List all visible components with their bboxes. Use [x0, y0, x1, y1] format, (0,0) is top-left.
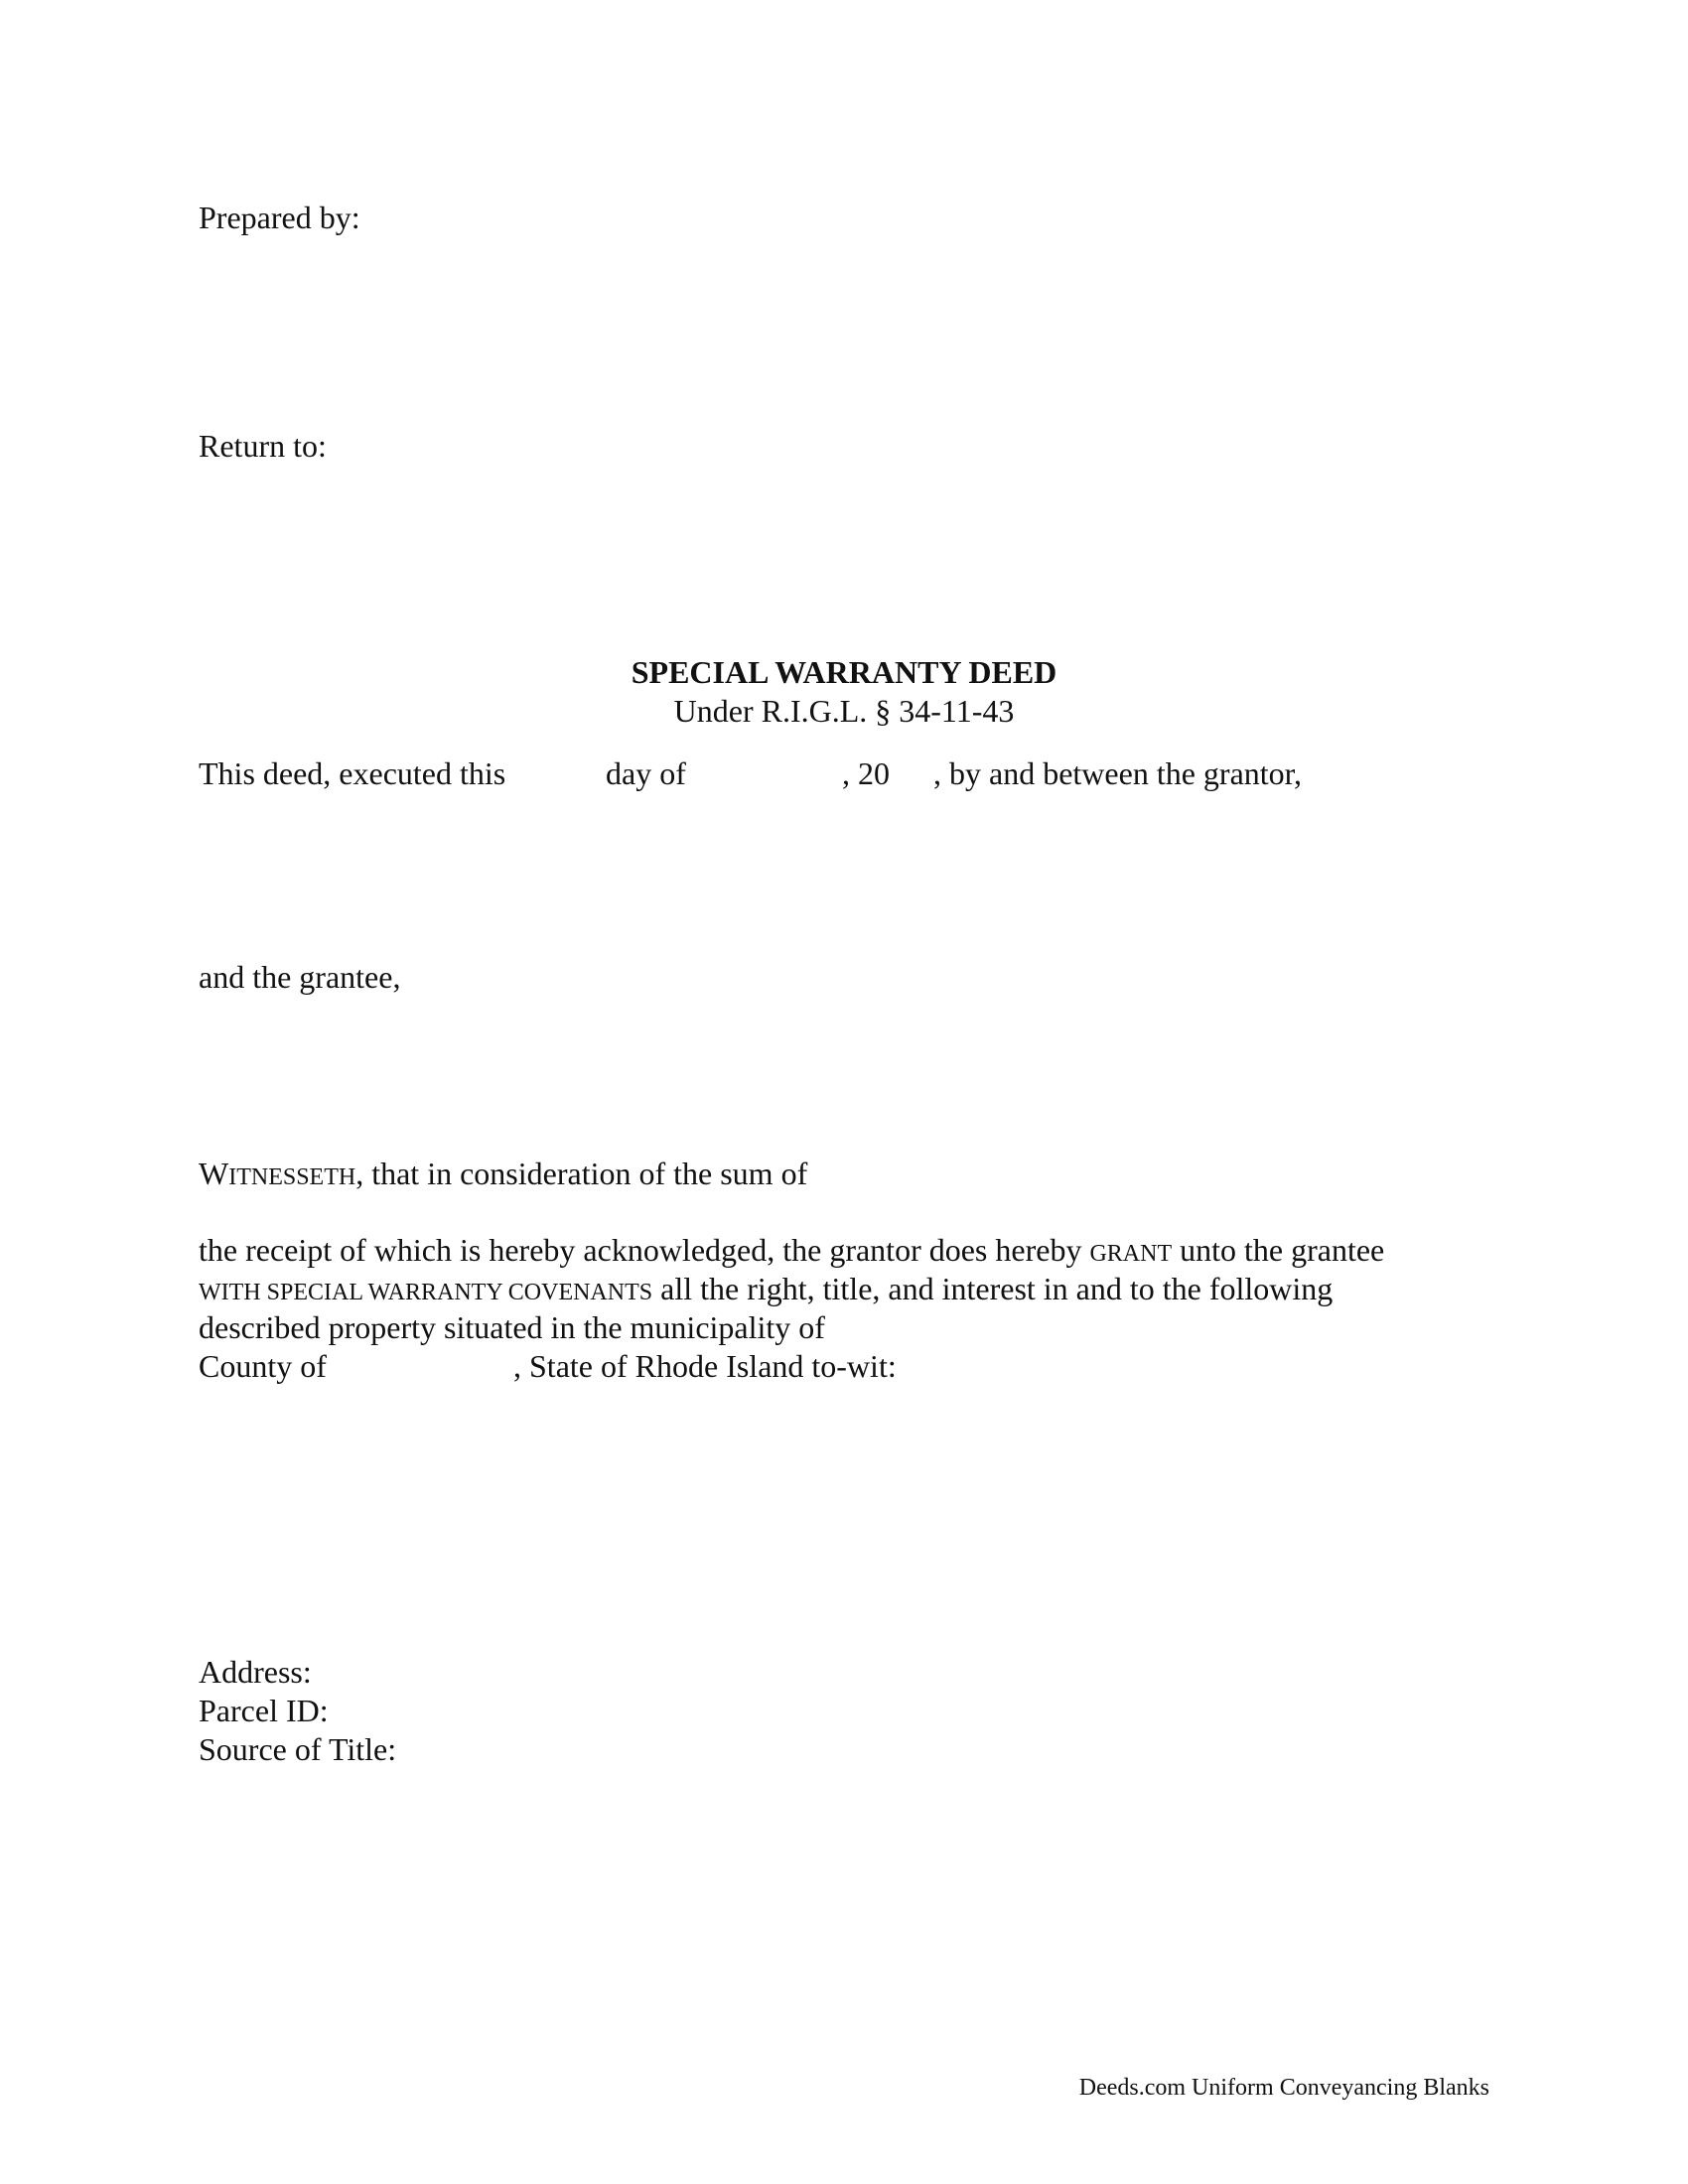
grant-smallcaps: GRANT — [1089, 1241, 1173, 1267]
consideration-text: the receipt of which is hereby acknowledged, the grantor does hereby — [199, 1232, 1090, 1268]
state-text: , State of Rhode Island to-wit: — [513, 1348, 897, 1384]
covenants-line — [199, 1270, 1333, 1307]
return-to-label: Return to: — [199, 428, 327, 464]
execution-text-year: , 20 — [842, 755, 890, 791]
document-subtitle: Under R.I.G.L. § 34-11-43 — [673, 693, 1015, 729]
consideration-line — [199, 1231, 1384, 1269]
execution-text-executed: This deed, executed this — [199, 755, 506, 791]
grantee-label: and the grantee, — [199, 959, 401, 995]
execution-text-day-of: day of — [606, 755, 686, 791]
covenants-smallcaps: WITH SPECIAL WARRANTY COVENANTS — [199, 1280, 653, 1305]
witnesseth-line — [199, 1155, 807, 1192]
witnesseth-initial: W — [199, 1156, 229, 1191]
parcel-id-label: Parcel ID: — [199, 1693, 329, 1728]
execution-text-grantor: , by and between the grantor, — [933, 755, 1303, 791]
footer-text: Deeds.com Uniform Conveyancing Blanks — [1078, 2075, 1489, 2101]
unto-grantee-text: unto the grantee — [1172, 1232, 1385, 1268]
right-title-text: all the right, title, and interest in and to the following — [652, 1271, 1334, 1306]
prepared-by-label: Prepared by: — [199, 200, 360, 235]
municipality-line: described property situated in the municipality of — [199, 1309, 825, 1345]
document-title: SPECIAL WARRANTY DEED — [631, 654, 1057, 690]
county-label: County of — [199, 1348, 327, 1384]
address-label: Address: — [199, 1654, 312, 1690]
witnesseth-smallcaps: ITNESSETH — [228, 1164, 356, 1190]
source-of-title-label: Source of Title: — [199, 1731, 397, 1767]
witnesseth-text: , that in consideration of the sum of — [355, 1156, 808, 1191]
